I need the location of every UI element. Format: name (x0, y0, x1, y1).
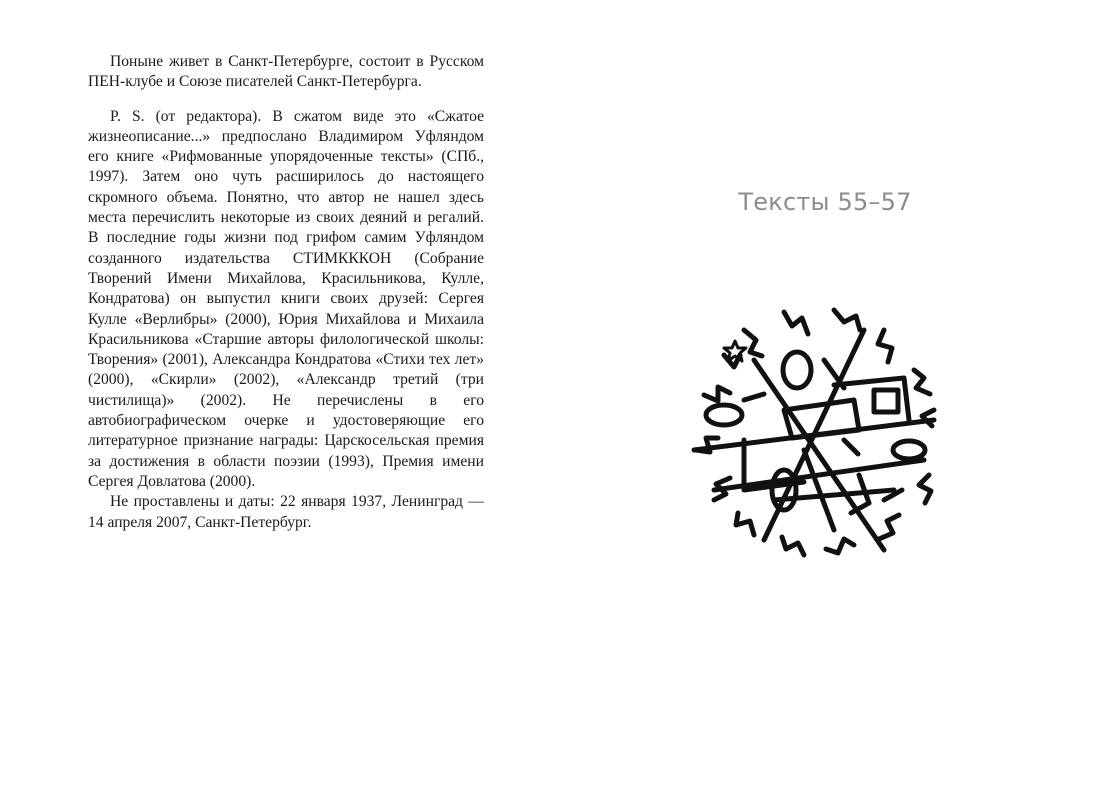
left-page (88, 52, 484, 533)
right-page (550, 0, 1100, 789)
ornament-emblem-icon (684, 300, 956, 572)
paragraph-editor-note: P. S. (от редактора). В сжатом виде это «Сжатое жизнеописание...» предпослано Владимиром Уфляндом его книге «Рифмованные упорядоченные тексты» (СПб., 1997). Затем оно чуть расширилось до настоящего скромного объема. Понятно, что автор не нашел здесь места перечислить некоторые из своих деяний и регалий. В последние годы жизни под грифом самим Уфляндом созданного издательства СТИМКККОН (Собрание Творений Имени Михайлова, Красильникова, Кулле, Кондратова) он выпустил книги своих друзей: Сергея Кулле «Верлибры» (2000), Юрия Михайлова и Михаила Красильникова «Старшие авторы филологической школы: Творения» (2001), Александра Кондратова «Стихи тех лет» (2000), «Скирли» (2002), «Александр третий (три чистилища)» (2002). Не перечислены в его автобиографическом очерке и удостоверяющие его литературное признание награды: Царскосельская премия за достижения в области поэзии (1993), Премия имени Сергея Довлатова (2000). (88, 107, 484, 490)
paragraph-dates: Не проставлены и даты: 22 января 1937, Ленинград — 14 апреля 2007, Санкт-Петербург. (88, 493, 484, 531)
paragraph-residence: Поныне живет в Санкт-Петербурге, состоит в Русском ПЕН-клубе и Союзе писателей Санкт-Петербурга. (88, 53, 484, 91)
section-title: Тексты 55–57 (738, 188, 912, 216)
